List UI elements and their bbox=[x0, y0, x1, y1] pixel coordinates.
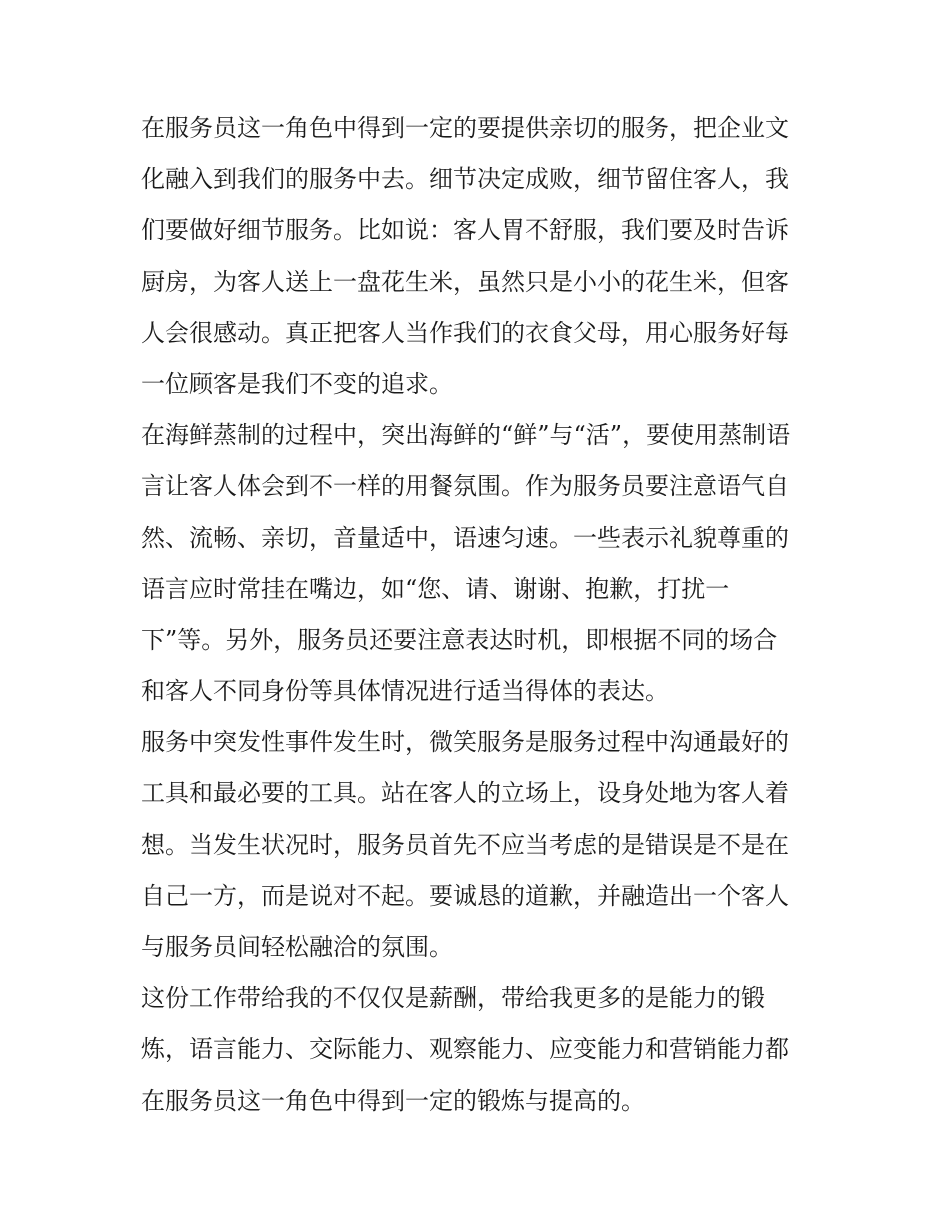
text-line: 在服务员这一角色中得到一定的要提供亲切的服务，把企业文 bbox=[141, 114, 789, 142]
text-line: 一位顾客是我们不变的追求。 bbox=[141, 369, 453, 398]
text-line: 在服务员这一角色中得到一定的锻炼与提高的。 bbox=[141, 1086, 645, 1115]
text-line: 与服务员间轻松融洽的氛围。 bbox=[141, 933, 453, 961]
text-line: 工具和最必要的工具。站在客人的立场上，设身处地为客人着 bbox=[141, 779, 789, 808]
text-line: 服务中突发性事件发生时，微笑服务是服务过程中沟通最好的 bbox=[141, 728, 789, 757]
text-line: 在海鲜蒸制的过程中，突出海鲜的“鲜”与“活”，要使用蒸制语 bbox=[141, 421, 791, 450]
text-line: 化融入到我们的服务中去。细节决定成败，细节留住客人，我 bbox=[141, 165, 789, 194]
text-line: 炼，语言能力、交际能力、观察能力、应变能力和营销能力都 bbox=[141, 1035, 789, 1064]
text-line: 下”等。另外，服务员还要注意表达时机，即根据不同的场合 bbox=[141, 625, 778, 654]
text-line: 厨房，为客人送上一盘花生米，虽然只是小小的花生米，但客 bbox=[141, 267, 789, 296]
text-line: 们要做好细节服务。比如说：客人胃不舒服，我们要及时告诉 bbox=[141, 216, 789, 245]
text-line: 人会很感动。真正把客人当作我们的衣食父母，用心服务好每 bbox=[141, 318, 789, 347]
document-body bbox=[141, 103, 813, 1127]
text-line: 自己一方，而是说对不起。要诚恳的道歉，并融造出一个客人 bbox=[141, 881, 789, 910]
text-line: 想。当发生状况时，服务员首先不应当考虑的是错误是不是在 bbox=[141, 830, 789, 859]
text-line: 然、流畅、亲切，音量适中，语速匀速。一些表示礼貌尊重的 bbox=[141, 523, 789, 552]
text-line: 和客人不同身份等具体情况进行适当得体的表达。 bbox=[141, 677, 669, 706]
text-line: 这份工作带给我的不仅仅是薪酬，带给我更多的是能力的锻 bbox=[141, 984, 765, 1013]
text-line: 言让客人体会到不一样的用餐氛围。作为服务员要注意语气自 bbox=[141, 472, 789, 501]
text-line: 语言应时常挂在嘴边，如“您、请、谢谢、抱歉，打扰一 bbox=[141, 574, 730, 603]
